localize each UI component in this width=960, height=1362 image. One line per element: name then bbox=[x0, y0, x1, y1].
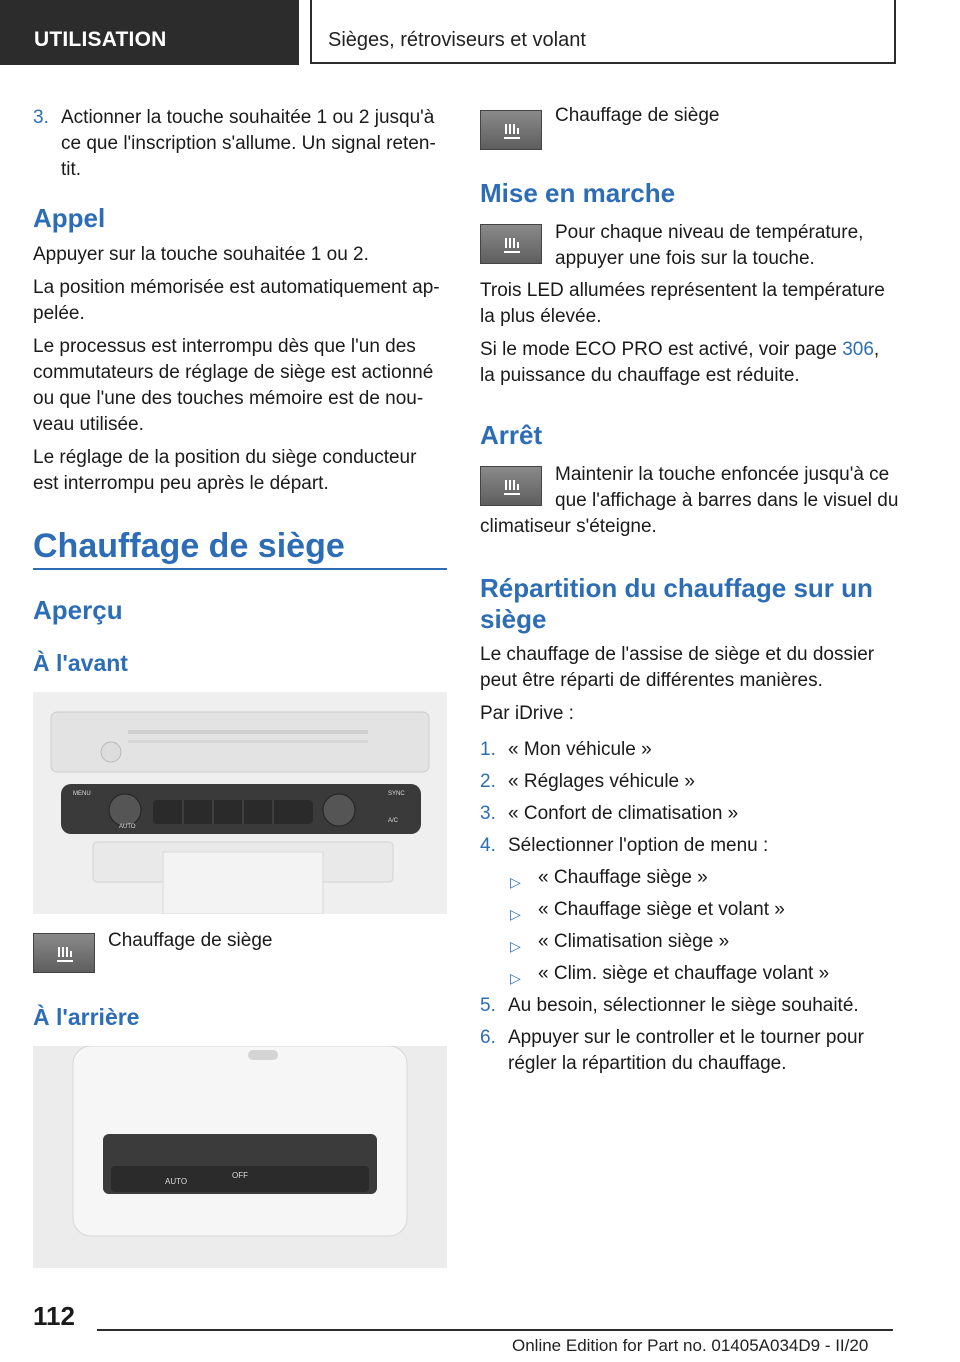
chapter-title: Sièges, rétroviseurs et volant bbox=[328, 29, 586, 51]
edition-text: Online Edition for Part no. 01405A034D9 - II/20 bbox=[512, 1336, 869, 1355]
panel-label-ac: A/C bbox=[388, 818, 399, 824]
footer-rule bbox=[97, 1329, 893, 1331]
triangle-bullet-icon: ▷ bbox=[510, 906, 521, 922]
page-number: 112 bbox=[33, 1301, 75, 1331]
triangle-bullet-icon: ▷ bbox=[510, 970, 521, 986]
front-panel-image bbox=[33, 692, 447, 914]
triangle-bullet-icon: ▷ bbox=[510, 938, 521, 954]
step-text-line: ce que l'inscription s'allume. Un signal reten- bbox=[61, 133, 436, 154]
paragraph: Par iDrive : bbox=[480, 703, 574, 724]
step-number: 3. bbox=[33, 107, 49, 128]
heading-avant: À l'avant bbox=[33, 650, 128, 676]
step-text-line: tit. bbox=[61, 159, 82, 180]
seat-heating-icon bbox=[480, 224, 542, 264]
arret-icon-text: Maintenir la touche enfoncée jusqu'à ce que l'affichage à barres dans le visuel du bbox=[555, 464, 899, 511]
rear-panel-image bbox=[33, 1046, 447, 1268]
heading-mise-en-marche: Mise en marche bbox=[480, 178, 676, 208]
arret-line3: climatiseur s'éteigne. bbox=[480, 516, 657, 537]
seat-heating-icon bbox=[33, 933, 95, 973]
paragraph: Si le mode ECO PRO est activé, voir page 306, la puissance du chauffage est réduite. bbox=[480, 339, 880, 386]
paragraph: Le réglage de la position du siège conducteur est interrompu peu après le départ. bbox=[33, 447, 417, 494]
paragraph: Le chauffage de l'assise de siège et du dossier peut être réparti de différentes manières. bbox=[480, 644, 875, 691]
heading-arriere: À l'arrière bbox=[33, 1004, 140, 1030]
seat-heating-icon bbox=[480, 466, 542, 506]
main-title: Chauffage de siège bbox=[33, 527, 345, 565]
seat-heating-icon bbox=[480, 110, 542, 150]
marche-body bbox=[480, 278, 900, 389]
step-text-line: Actionner la touche souhaitée 1 ou 2 jusqu'à bbox=[61, 107, 435, 128]
section-tab bbox=[0, 0, 299, 65]
paragraph: Appuyer sur la touche souhaitée 1 ou 2. bbox=[33, 244, 369, 265]
heading-apercu: Aperçu bbox=[33, 595, 123, 625]
appel-body bbox=[33, 242, 453, 497]
front-panel-drawing bbox=[33, 692, 447, 914]
rear-label-auto: AUTO bbox=[165, 1177, 188, 1186]
front-icon-label: Chauffage de siège bbox=[108, 930, 273, 951]
top-icon-label: Chauffage de siège bbox=[555, 105, 720, 126]
panel-label-sync: SYNC bbox=[388, 791, 405, 797]
title-rule bbox=[33, 568, 447, 570]
rep-body bbox=[480, 642, 900, 727]
heading-repartition: Répartition du chauffage sur un siège bbox=[480, 573, 873, 634]
paragraph: Le processus est interrompu dès que l'un des commutateurs de réglage de siège est actionné ou que l'une des touches mémoire est de nou- veau utilisée. bbox=[33, 336, 434, 435]
paragraph: Trois LED allumées représentent la température la plus élevée. bbox=[480, 280, 885, 327]
rear-label-off: OFF bbox=[232, 1171, 248, 1180]
panel-label-auto: AUTO bbox=[119, 824, 136, 830]
rear-panel-drawing bbox=[33, 1046, 447, 1268]
paragraph: La position mémorisée est automatiquement ap- pelée. bbox=[33, 277, 440, 324]
panel-label-menu: MENU bbox=[73, 791, 91, 797]
page-link[interactable]: 306 bbox=[842, 339, 874, 360]
step-text bbox=[61, 105, 436, 183]
heading-arret: Arrêt bbox=[480, 420, 543, 450]
section-title: UTILISATION bbox=[34, 28, 167, 51]
triangle-bullet-icon: ▷ bbox=[510, 874, 521, 890]
heading-appel: Appel bbox=[33, 203, 106, 233]
marche-icon-text: Pour chaque niveau de température, appuyer une fois sur la touche. bbox=[555, 222, 864, 269]
chapter-tab bbox=[310, 0, 896, 64]
